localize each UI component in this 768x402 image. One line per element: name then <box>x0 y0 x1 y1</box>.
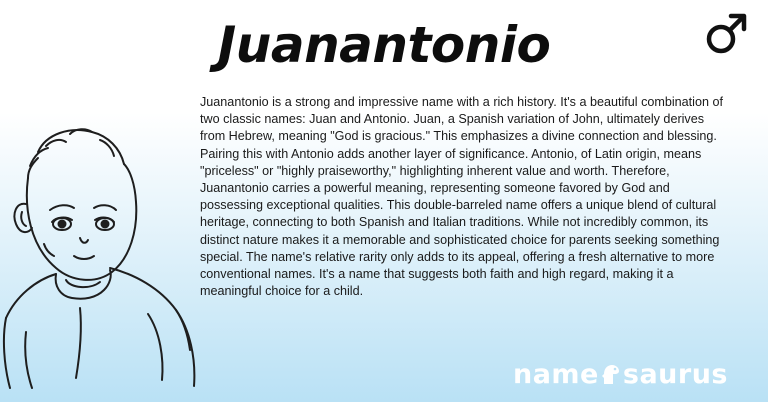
male-symbol-icon <box>702 10 750 58</box>
dinosaur-icon <box>600 362 622 386</box>
logo-text-right: saurus <box>622 359 728 390</box>
logo-text-left: name <box>512 359 599 390</box>
namesaurus-logo[interactable] <box>513 361 728 388</box>
page-title: Juanantonio <box>217 16 551 74</box>
baby-illustration <box>0 118 200 402</box>
name-description: Juanantonio is a strong and impressive name with a rich history. It's a beautiful combination of two classic names: Juan and Antonio. Juan, a Spanish variation of John, ultimately derives from Hebrew, meaning "God is gracious." This emphasizes a divine connection and blessing. Pairing this with Antonio adds another layer of significance. Antonio, of Latin origin, means "priceless" or "highly praiseworthy," highlighting inherent value and worth. Therefore, Juanantonio carries a powerful meaning, representing someone favored by God and possessing exceptional qualities. This double-barreled name offers a unique blend of cultural heritage, connecting to both Spanish and Italian traditions. While not incredibly common, its distinct nature makes it a memorable and sophisticated choice for parents seeking something special. The name's relative rarity only adds to its appeal, offering a fresh alternative to more conventional names. It's a name that suggests both faith and high regard, making it a meaningful choice for a child. <box>200 95 723 299</box>
